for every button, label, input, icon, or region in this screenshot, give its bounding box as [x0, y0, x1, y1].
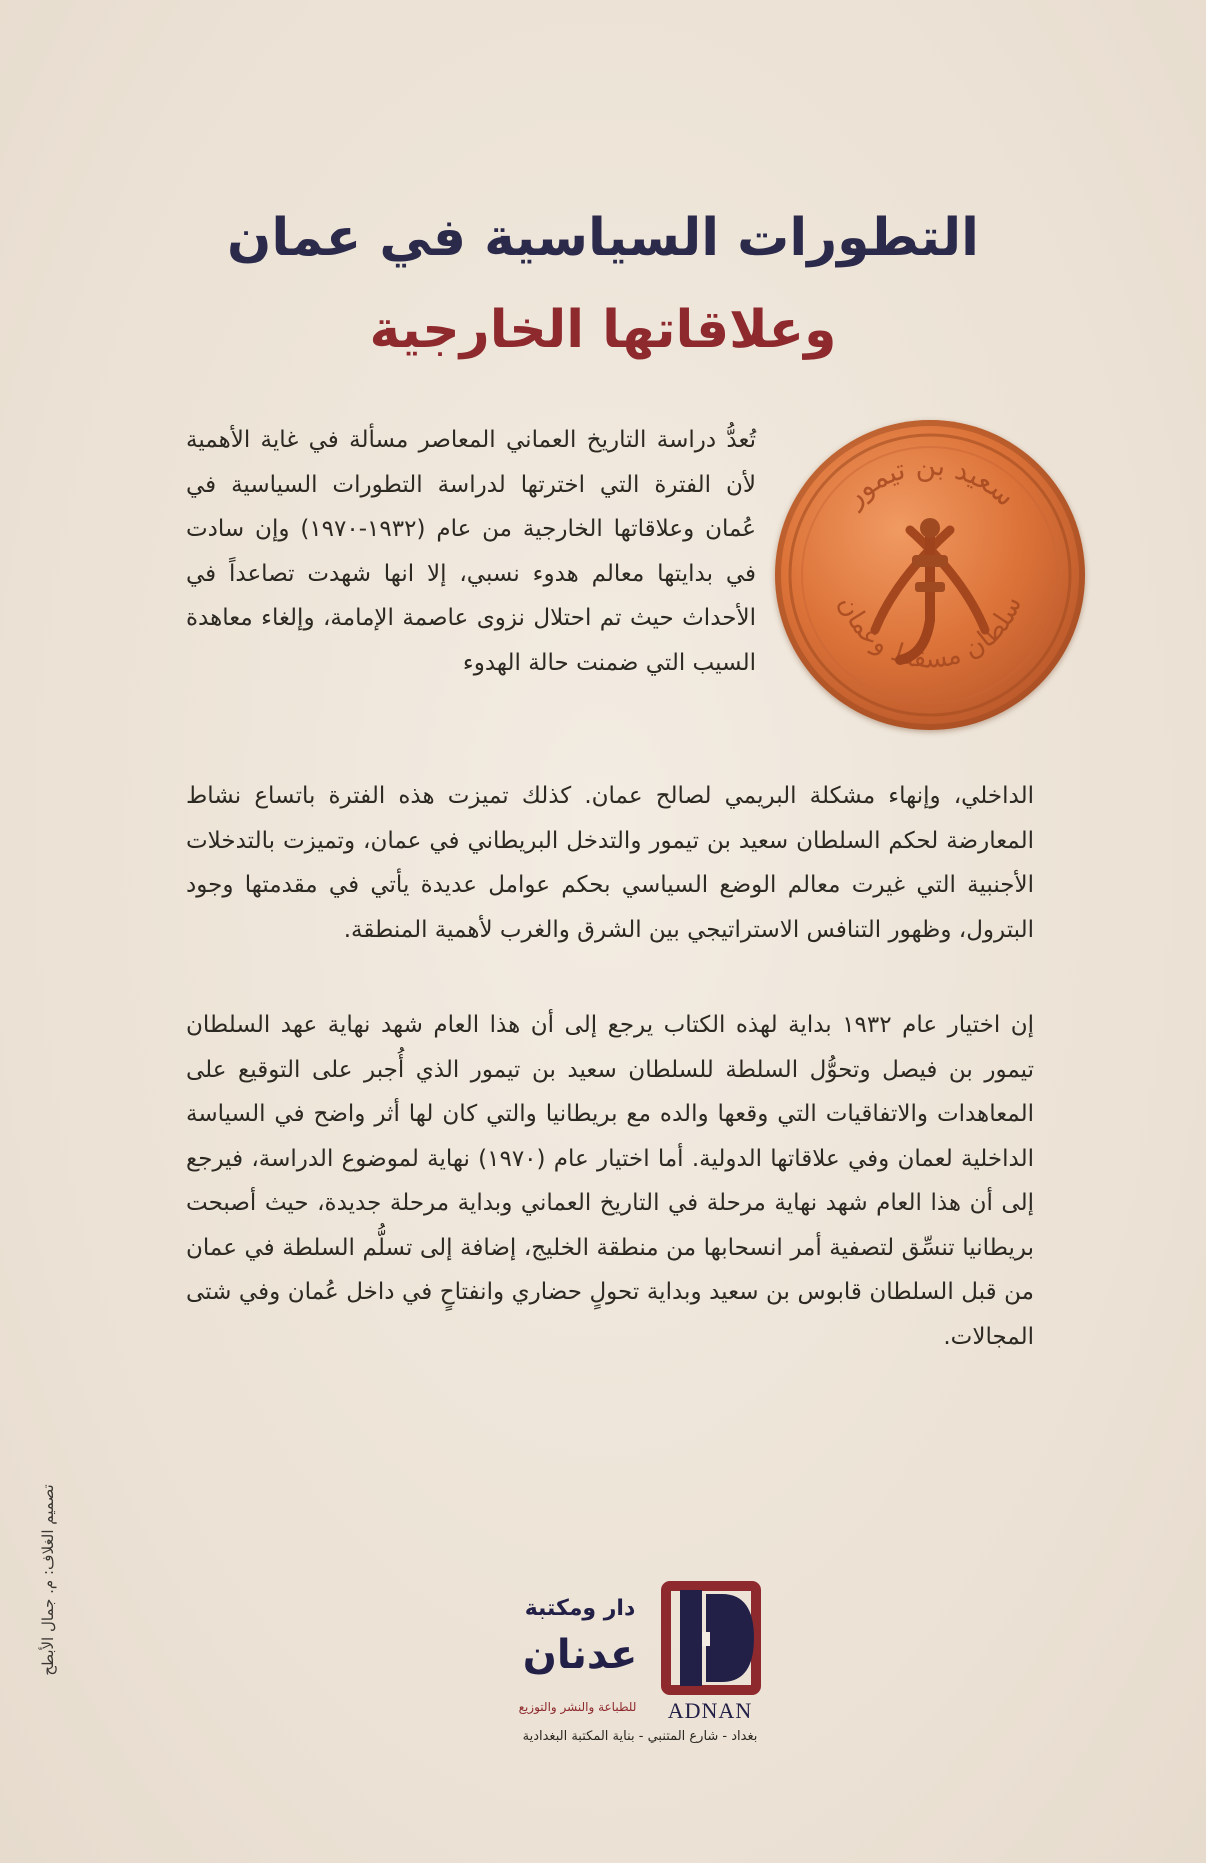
- publisher-name-latin: ADNAN: [667, 1698, 753, 1723]
- coin-inscription-top: سعيد بن تيمور: [837, 448, 1023, 514]
- publisher-name-arabic: عدنان: [522, 1632, 638, 1678]
- publisher-logo-icon: [652, 1580, 770, 1698]
- paragraph-1-bottom: الداخلي، وإنهاء مشكلة البريمي لصالح عمان. كذلك تميزت هذه الفترة باتساع نشاط المعارضة لحكم السلطان سعيد بن تيمور والتدخل البريطاني في عمان، وتميزت بالتدخلات الأجنبية التي غيرت معالم الوضع السياسي بحكم عوامل عديدة يأتي في مقدمتها وجود البترول، وظهور التنافس الاستراتيجي بين الشرق والغرب لأهمية المنطقة.: [186, 783, 1034, 943]
- book-title-line-1: التطورات السياسية في عمان: [226, 208, 980, 268]
- coin-emblem-icon: [775, 420, 1085, 730]
- publisher-address: بغداد - شارع المتنبي - بناية المكتبة البغدادية: [522, 1729, 758, 1744]
- publisher-name-arabic-top: دار ومكتبة: [524, 1596, 636, 1621]
- svg-text:سعيد بن تيمور: [836, 449, 1022, 515]
- cover-design-credit: تصميم الغلاف: م. جمال الأبطح: [39, 1484, 57, 1676]
- paragraph-1-top: تُعدُّ دراسة التاريخ العماني المعاصر مسألة في غاية الأهمية لأن الفترة التي اخترتها لدراسة التطورات السياسية في عُمان وعلاقاتها الخارجية من عام (١٩٣٢-١٩٧٠) وإن سادت في بدايتها معالم هدوء نسبي، إلا انها شهدت تصاعداً في الأحداث حيث تم احتلال نزوى عاصمة الإمامة، وإلغاء معاهدة السيب التي ضمنت حالة الهدوء: [186, 427, 756, 676]
- coin-image: [775, 420, 1085, 730]
- paragraph-2: إن اختيار عام ١٩٣٢ بداية لهذه الكتاب يرجع إلى أن هذا العام شهد نهاية عهد السلطان تيمور بن فيصل وتحوُّل السلطة للسلطان سعيد بن تيمور الذي أُجبر على التوقيع على المعاهدات والاتفاقيات التي وقعها والده مع بريطانيا والتي كان لها أثر واضح في السياسة الداخلية لعمان وفي علاقاتها الدولية. أما اختيار عام (١٩٧٠) نهاية لموضوع الدراسة، فيرجع إلى أن هذا العام شهد نهاية مرحلة في التاريخ العماني وبداية مرحلة جديدة، حيث أصبحت بريطانيا تنسِّق لتصفية أمر انسحابها من منطقة الخليج، إضافة إلى تسلُّم السلطة في عمان من قبل السلطان قابوس بن سعيد وبداية تحولٍ حضاري وانفتاحٍ في داخل عُمان وفي شتى المجالات.: [186, 1012, 1034, 1350]
- publisher-subtitle: للطباعة والنشر والتوزيع: [518, 1700, 637, 1714]
- book-title-line-2: وعلاقاتها الخارجية: [369, 300, 837, 360]
- coin-inscription-bottom: سلطان مسقط وعمان: [831, 591, 1029, 675]
